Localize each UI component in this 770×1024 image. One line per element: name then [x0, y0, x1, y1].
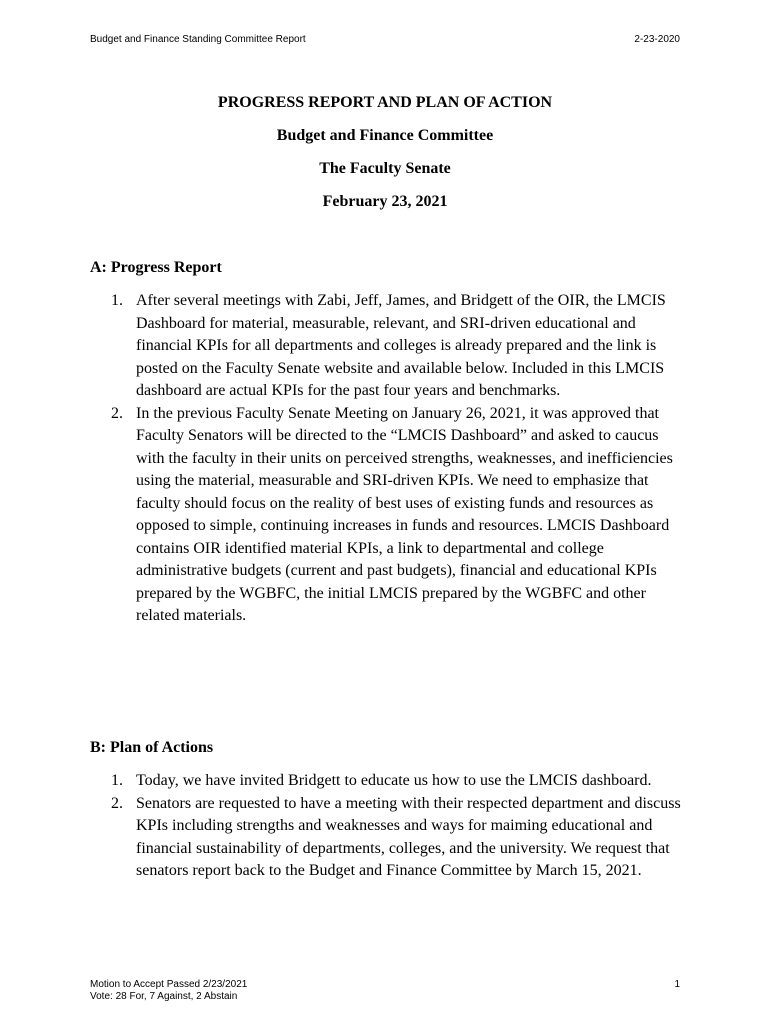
section-b-heading: B: Plan of Actions [90, 739, 214, 756]
running-header-title: Budget and Finance Standing Committee Report [90, 34, 306, 45]
list-item-text: After several meetings with Zabi, Jeff, James, and Bridgett of the OIR, the LMCIS Dashboard for material, measurable, relevant, and SRI-driven educational and financial KPIs for all departments and colleges is already prepared and the link is posted on the Faculty Senate website and available below. Included in this LMCIS dashboard are actual KPIs for the past four years and benchmarks. [136, 292, 666, 399]
list-item-number: 2. [111, 794, 123, 812]
list-item [90, 290, 690, 403]
section-a-heading: A: Progress Report [90, 259, 222, 276]
footer-vote-info [90, 979, 247, 1003]
list-item-text: In the previous Faculty Senate Meeting on January 26, 2021, it was approved that Faculty Senators will be directed to the “LMCIS Dashboard” and asked to caucus with the faculty in their units on perceived strengths, weaknesses, and inefficiencies using the material, measurable and SRI-driven KPIs. We need to emphasize that faculty should focus on the reality of best uses of existing funds and resources as opposed to simple, continuing increases in funds and resources. LMCIS Dashboard contains OIR identified material KPIs, a link to departmental and college administrative budgets (current and past budgets), financial and educational KPIs prepared by the WGBFC, the initial LMCIS prepared by the WGBFC and other related materials. [136, 404, 673, 624]
report-date: February 23, 2021 [322, 193, 448, 210]
list-item-text: Senators are requested to have a meeting with their respected department and discuss KPIs including strengths and weaknesses and ways for maiming educational and financial sustainability of departments, colleges, and the university. We request that senators report back to the Budget and Finance Committee by March 15, 2021. [136, 794, 681, 879]
list-item [90, 403, 690, 628]
list-item [90, 770, 690, 793]
footer-vote-tally: Vote: 28 For, 7 Against, 2 Abstain [90, 991, 238, 1002]
running-header-date: 2-23-2020 [634, 34, 680, 45]
progress-report-list [90, 290, 690, 628]
page-number: 1 [674, 979, 680, 990]
list-item-text: Today, we have invited Bridgett to educate us how to use the LMCIS dashboard. [136, 772, 652, 789]
list-item [90, 793, 690, 883]
report-title: PROGRESS REPORT AND PLAN OF ACTION [217, 94, 553, 111]
list-item-number: 1. [111, 292, 123, 309]
organization-name: The Faculty Senate [319, 160, 451, 177]
footer-motion: Motion to Accept Passed 2/23/2021 [90, 979, 248, 990]
committee-name: Budget and Finance Committee [276, 127, 494, 144]
plan-of-actions-list [90, 770, 690, 883]
list-item-number: 1. [111, 772, 123, 789]
list-item-number: 2. [111, 404, 123, 422]
